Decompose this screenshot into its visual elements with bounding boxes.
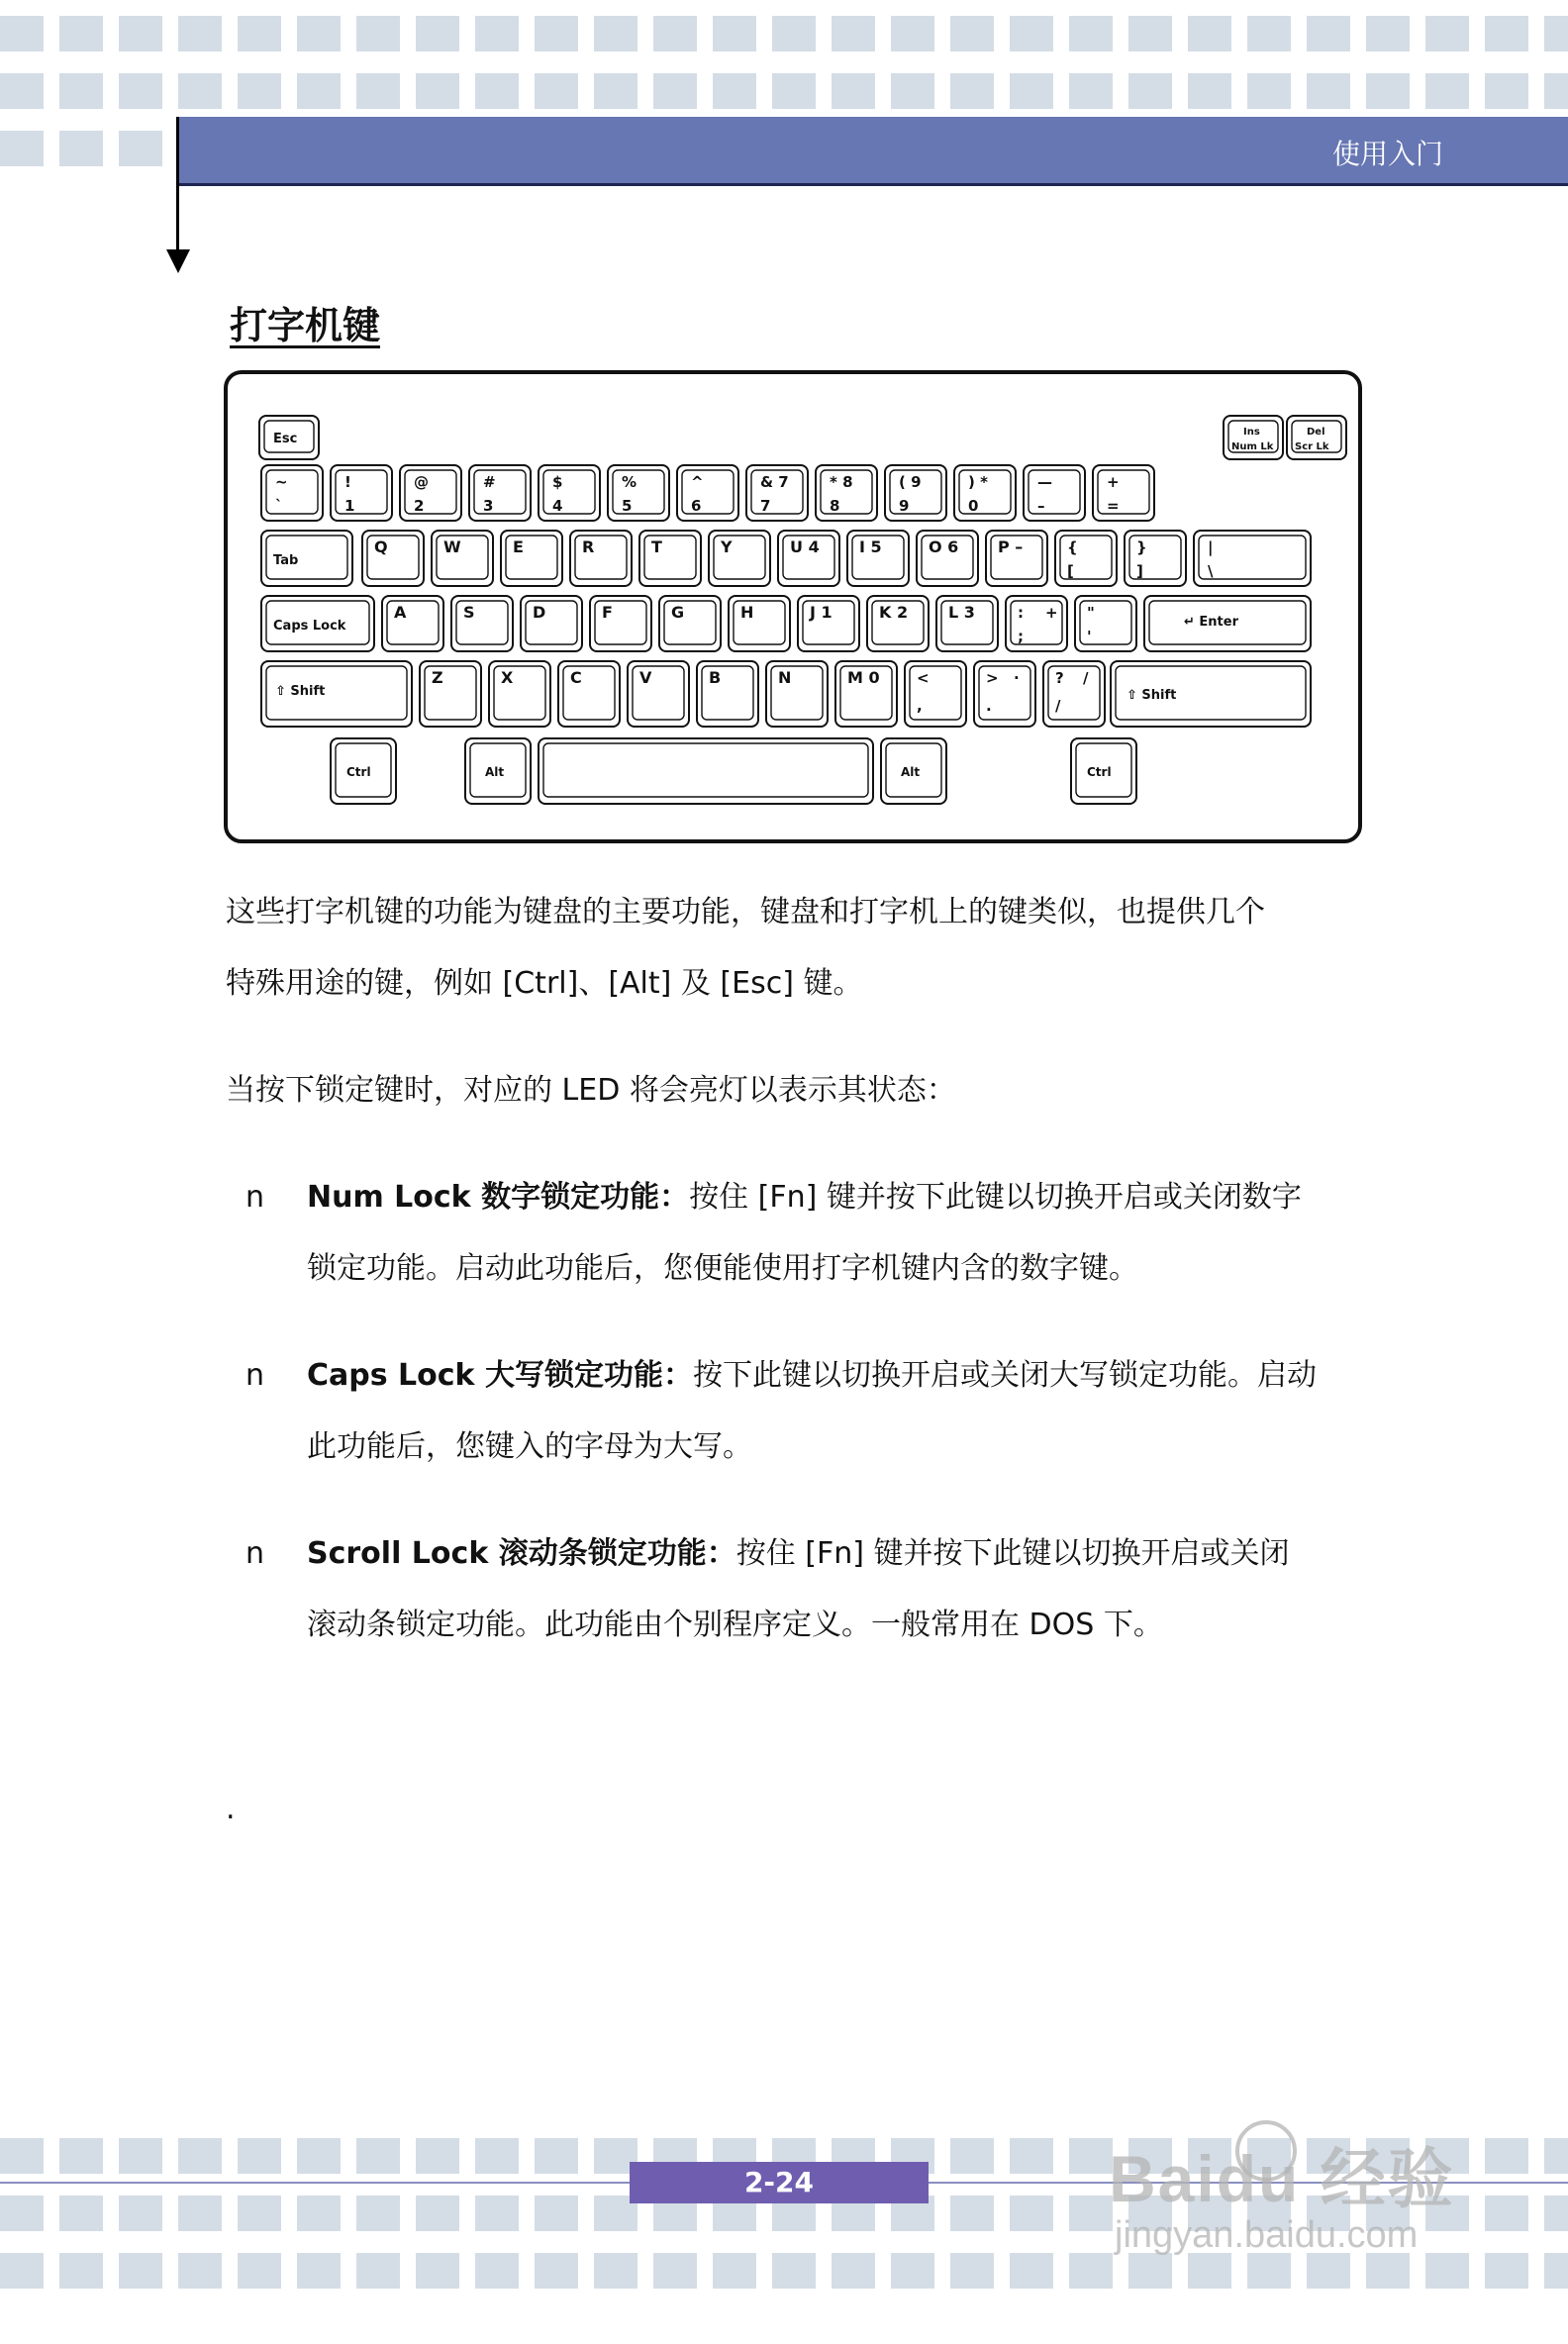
key-number-top: @ — [414, 473, 429, 491]
tile — [238, 2196, 281, 2231]
tile — [1128, 16, 1172, 51]
tile — [178, 2196, 222, 2231]
tile — [1366, 73, 1410, 109]
tile — [1544, 2253, 1568, 2289]
key-letter-label: K 2 — [879, 603, 909, 622]
tile — [59, 131, 103, 166]
key-ctrl-left-label: Ctrl — [346, 765, 371, 779]
key-number-top: + — [1107, 473, 1120, 491]
key-letter-label: L 3 — [948, 603, 975, 622]
tile — [1485, 2253, 1528, 2289]
key-letter-label: B — [709, 668, 722, 687]
key-quote — [1075, 596, 1136, 651]
key-bracket — [1055, 531, 1117, 586]
key-letter-label: A — [394, 603, 407, 622]
tile — [594, 2253, 637, 2289]
tile — [0, 2253, 44, 2289]
tile — [356, 16, 400, 51]
tile — [594, 16, 637, 51]
key-letter — [432, 531, 493, 586]
key-slash-bottom: / — [1055, 697, 1061, 715]
tile — [950, 73, 994, 109]
key-shift-right-label: ⇧ Shift — [1127, 688, 1177, 703]
tile — [950, 2138, 994, 2174]
key-letter-label: H — [740, 603, 754, 622]
key-number-bottom: = — [1107, 497, 1120, 515]
key-quote-top: " — [1087, 604, 1095, 622]
tile — [1069, 2253, 1113, 2289]
tile — [178, 2253, 222, 2289]
tile — [1010, 73, 1053, 109]
tile — [891, 73, 934, 109]
tile — [178, 73, 222, 109]
tile — [535, 2253, 578, 2289]
header-vertical-line — [176, 117, 179, 253]
tile — [356, 73, 400, 109]
tile — [59, 16, 103, 51]
bullet-line: 按住 [Fn] 键并按下此键以切换开启或关闭 — [735, 1536, 1290, 1571]
key-letter-label: Y — [721, 537, 733, 556]
key-number-top: ^ — [691, 473, 704, 491]
key-letter-label: P – — [998, 537, 1024, 556]
tile — [1366, 16, 1410, 51]
key-bracket-top: } — [1136, 538, 1147, 556]
key-number — [331, 465, 392, 521]
watermark-url: jingyan.baidu.com — [1115, 2214, 1419, 2256]
key-num-lk-label: Num Lk — [1231, 441, 1274, 452]
tile — [119, 131, 162, 166]
key-shift-left-label: ⇧ Shift — [275, 684, 326, 699]
key-number-top: % — [622, 473, 637, 491]
tile — [1307, 73, 1350, 109]
tile — [59, 2253, 103, 2289]
tile — [891, 2253, 934, 2289]
key-number-top: ) * — [968, 473, 988, 491]
tile — [535, 73, 578, 109]
tile — [238, 73, 281, 109]
key-number-top: * 8 — [830, 473, 853, 491]
bullet-line: 锁定功能。启动此功能后，您便能使用打字机键内含的数字键。 — [307, 1251, 1138, 1286]
tile — [356, 2253, 400, 2289]
key-letter — [501, 531, 562, 586]
tile — [1485, 73, 1528, 109]
key-number-top: $ — [552, 473, 563, 491]
key-letter-label: W — [443, 537, 461, 556]
tile — [1069, 2196, 1113, 2231]
key-number-bottom: 0 — [968, 497, 979, 515]
section-title: 打字机键 — [230, 304, 381, 347]
tile — [1010, 2253, 1053, 2289]
key-letter — [697, 661, 758, 727]
tile — [1307, 16, 1350, 51]
key-letter-label: G — [671, 603, 685, 622]
tile — [1010, 2196, 1053, 2231]
bullet-caps-lock — [307, 1340, 1356, 1483]
bullet-term: Num Lock 数字锁定功能： — [307, 1180, 690, 1215]
paragraph-1-line-1: 这些打字机键的功能为键盘的主要功能，键盘和打字机上的键类似，也提供几个 — [226, 895, 1265, 929]
tile — [119, 2196, 162, 2231]
key-bracket-bottom: ] — [1136, 562, 1143, 580]
tile — [535, 16, 578, 51]
down-arrow-icon — [166, 249, 190, 273]
tile — [178, 16, 222, 51]
tile — [535, 2138, 578, 2174]
key-letter — [362, 531, 424, 586]
key-number — [1024, 465, 1085, 521]
tile — [416, 16, 459, 51]
header-title: 使用入门 — [1331, 138, 1443, 170]
key-comma-top: < — [917, 669, 930, 687]
key-bracket — [1125, 531, 1186, 586]
key-number — [677, 465, 738, 521]
tile — [594, 73, 637, 109]
tile — [1425, 2253, 1469, 2289]
bullet-scroll-lock — [307, 1518, 1356, 1661]
key-number — [400, 465, 461, 521]
key-ctrl-right-label: Ctrl — [1087, 765, 1112, 779]
key-semicolon — [1006, 596, 1067, 651]
key-slash — [1043, 661, 1105, 727]
bullet-marker: n — [245, 1180, 265, 1215]
key-semicolon-bottom: ; — [1018, 628, 1024, 645]
key-period — [974, 661, 1035, 727]
tile — [1010, 16, 1053, 51]
key-number-bottom: 3 — [483, 497, 494, 515]
paw-icon — [1235, 2120, 1297, 2182]
tile-row — [0, 16, 1568, 51]
tile — [1128, 2253, 1172, 2289]
key-letter — [558, 661, 620, 727]
key-backslash-bottom: \ — [1208, 562, 1214, 580]
key-letter-label: F — [602, 603, 613, 622]
tile — [950, 16, 994, 51]
tile — [1425, 73, 1469, 109]
tile — [238, 2253, 281, 2289]
key-letter — [570, 531, 632, 586]
key-number-bottom: 1 — [344, 497, 355, 515]
tile — [1247, 73, 1291, 109]
tile — [0, 73, 44, 109]
tile — [0, 2196, 44, 2231]
key-letter-label: V — [639, 668, 652, 687]
tile — [1069, 73, 1113, 109]
key-number-bottom: 5 — [622, 497, 633, 515]
tile — [772, 2253, 816, 2289]
page-number: 2-24 — [630, 2162, 929, 2203]
tile-row — [0, 73, 1568, 109]
tile — [653, 73, 697, 109]
tile — [297, 73, 341, 109]
key-comma-bottom: , — [917, 697, 923, 715]
tile — [713, 73, 756, 109]
key-backslash-top: | — [1208, 538, 1214, 556]
stray-dot: . — [226, 1792, 236, 1826]
key-letter-label: O 6 — [929, 537, 959, 556]
tile — [1069, 16, 1113, 51]
paragraph-1-line-2: 特殊用途的键，例如 [Ctrl]、[Alt] 及 [Esc] 键。 — [226, 966, 863, 1001]
key-bracket-bottom: [ — [1067, 562, 1074, 580]
tile — [1544, 16, 1568, 51]
tile — [59, 2138, 103, 2174]
key-letter — [521, 596, 582, 651]
bullet-line: 按下此键以切换开启或关闭大写锁定功能。启动 — [692, 1358, 1317, 1393]
tile — [1544, 2196, 1568, 2231]
key-letter — [590, 596, 651, 651]
key-number — [539, 465, 600, 521]
key-number-bottom: 2 — [414, 497, 425, 515]
bullet-line: 按住 [Fn] 键并按下此键以切换开启或关闭数字 — [689, 1180, 1302, 1215]
paragraph-1 — [226, 877, 1354, 1020]
key-bracket-top: { — [1067, 538, 1078, 556]
tile — [475, 2253, 519, 2289]
tile — [832, 2253, 875, 2289]
key-slash-alt: / — [1083, 669, 1089, 687]
key-letter-label: E — [513, 537, 524, 556]
key-letter-label: D — [533, 603, 546, 622]
tile — [59, 2196, 103, 2231]
key-period-alt: · — [1014, 669, 1020, 687]
key-period-top: > — [986, 669, 999, 687]
key-letter-label: N — [778, 668, 792, 687]
tile — [832, 16, 875, 51]
tile — [1485, 2196, 1528, 2231]
tile — [475, 2138, 519, 2174]
tile — [297, 2138, 341, 2174]
key-number-top: & 7 — [760, 473, 789, 491]
tile — [1544, 73, 1568, 109]
bullet-marker: n — [245, 1536, 265, 1571]
tile-row — [0, 2253, 1568, 2289]
key-letter — [659, 596, 721, 651]
key-esc-label: Esc — [273, 432, 298, 446]
tile — [832, 73, 875, 109]
watermark — [1109, 2126, 1455, 2257]
key-letter-label: T — [651, 537, 662, 556]
key-letter-label: I 5 — [859, 537, 882, 556]
key-letter — [628, 661, 689, 727]
tile — [475, 73, 519, 109]
tile — [950, 2196, 994, 2231]
key-number — [261, 465, 323, 521]
tile — [1069, 2138, 1113, 2174]
key-letter-label: Z — [432, 668, 443, 687]
tile — [1188, 16, 1231, 51]
tile — [772, 16, 816, 51]
key-letter — [420, 661, 481, 727]
tile — [297, 2253, 341, 2289]
key-del-label: Del — [1307, 427, 1325, 438]
key-letter-label: Q — [374, 537, 388, 556]
key-semicolon-alt: + — [1045, 604, 1058, 622]
key-ins-label: Ins — [1243, 427, 1260, 438]
key-number-bottom: – — [1037, 497, 1045, 515]
tile — [0, 2138, 44, 2174]
key-slash-top: ? — [1055, 669, 1064, 687]
bullet-term: Scroll Lock 滚动条锁定功能： — [307, 1536, 736, 1571]
key-number-bottom: 6 — [691, 497, 702, 515]
key-caps-lock-label: Caps Lock — [273, 619, 346, 634]
key-letter-label: C — [570, 668, 582, 687]
header-band — [176, 117, 1568, 186]
key-number-top: ! — [344, 473, 351, 491]
tile — [713, 16, 756, 51]
tile — [1544, 2138, 1568, 2174]
key-letter-label: R — [582, 537, 595, 556]
tile — [119, 2138, 162, 2174]
tile — [416, 2253, 459, 2289]
tile — [178, 2138, 222, 2174]
bullet-term: Caps Lock 大写锁定功能： — [307, 1358, 693, 1393]
key-number-top: ( 9 — [899, 473, 922, 491]
tile — [950, 2253, 994, 2289]
key-number-top: ~ — [275, 473, 288, 491]
tile — [475, 16, 519, 51]
tile — [475, 2196, 519, 2231]
tile — [1247, 2253, 1291, 2289]
tile — [0, 131, 44, 166]
key-alt-right-label: Alt — [901, 765, 921, 779]
tile — [119, 16, 162, 51]
key-quote-bottom: ' — [1087, 628, 1092, 645]
key-enter-label: ↵ Enter — [1184, 615, 1238, 630]
key-letter-label: U 4 — [790, 537, 820, 556]
key-number-bottom: 4 — [552, 497, 563, 515]
tile — [1128, 73, 1172, 109]
tile — [653, 16, 697, 51]
tile — [238, 16, 281, 51]
tile — [356, 2196, 400, 2231]
key-number — [608, 465, 669, 521]
key-letter-label: J 1 — [810, 603, 833, 622]
keyboard-illustration — [224, 370, 1362, 843]
tile — [1485, 2138, 1528, 2174]
tile — [416, 2138, 459, 2174]
bullet-num-lock — [307, 1162, 1356, 1305]
key-comma — [905, 661, 966, 727]
key-number — [469, 465, 531, 521]
paragraph-2: 当按下锁定键时，对应的 LED 将会亮灯以表示其状态： — [226, 1073, 956, 1108]
tile — [416, 73, 459, 109]
key-semicolon-top: : — [1018, 604, 1024, 622]
tile — [653, 2253, 697, 2289]
tile — [59, 73, 103, 109]
key-number-top: — — [1037, 473, 1052, 491]
tile — [891, 16, 934, 51]
key-number-bottom: ` — [275, 497, 283, 515]
key-letter-label: S — [463, 603, 475, 622]
tile — [119, 73, 162, 109]
tile — [238, 2138, 281, 2174]
tile — [1188, 2253, 1231, 2289]
tile — [416, 2196, 459, 2231]
tile — [1425, 16, 1469, 51]
tile — [1010, 2138, 1053, 2174]
key-letter-label: X — [501, 668, 514, 687]
key-letter-label: M 0 — [847, 668, 880, 687]
key-letter — [451, 596, 513, 651]
bullet-marker: n — [245, 1358, 265, 1393]
bullet-line: 滚动条锁定功能。此功能由个别程序定义。一般常用在 DOS 下。 — [307, 1608, 1163, 1642]
tile — [356, 2138, 400, 2174]
watermark-brand: Baidu 经验 — [1109, 2142, 1455, 2215]
key-letter — [639, 531, 701, 586]
key-tab-label: Tab — [273, 553, 299, 568]
key-number-top: # — [483, 473, 496, 491]
tile — [772, 73, 816, 109]
tile — [119, 2253, 162, 2289]
key-letter — [489, 661, 550, 727]
tile — [1247, 16, 1291, 51]
key-number-bottom: 8 — [830, 497, 840, 515]
key-letter — [729, 596, 790, 651]
tile — [1307, 2253, 1350, 2289]
tile — [1366, 2253, 1410, 2289]
key-number — [1093, 465, 1154, 521]
key-letter — [766, 661, 828, 727]
key-scr-lk-label: Scr Lk — [1295, 441, 1329, 452]
tile — [1188, 73, 1231, 109]
key-letter — [382, 596, 443, 651]
key-space — [539, 738, 873, 804]
key-number-bottom: 9 — [899, 497, 910, 515]
tile — [297, 2196, 341, 2231]
tile — [535, 2196, 578, 2231]
key-period-bottom: . — [986, 697, 992, 715]
tile — [297, 16, 341, 51]
key-alt-left-label: Alt — [485, 765, 505, 779]
tile — [713, 2253, 756, 2289]
key-letter — [709, 531, 770, 586]
key-number-bottom: 7 — [760, 497, 771, 515]
tile — [1485, 16, 1528, 51]
bullet-line: 此功能后，您键入的字母为大写。 — [307, 1429, 752, 1464]
tile — [0, 16, 44, 51]
